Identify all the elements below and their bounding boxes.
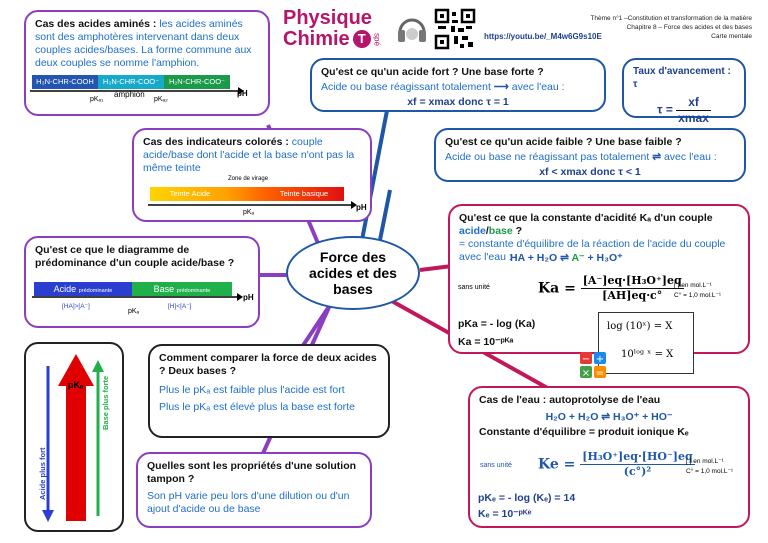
tau-title: Taux d'avancement : τ (633, 66, 731, 90)
tau-fraction (676, 95, 711, 126)
water-reaction-right: H₃O⁺ + HO⁻ (613, 411, 673, 424)
strong-text2: avec l'eau : (511, 81, 565, 94)
ka-c0: C° = 1,0 mol.L⁻¹ (674, 292, 722, 299)
logo (283, 8, 393, 52)
tau-box (622, 58, 746, 125)
amino-seg3: H₂N-CHR-COO⁻ (164, 75, 230, 89)
video-link[interactable]: https://youtu.be/_M4w6G9s10E (484, 32, 602, 41)
ke-formula (538, 450, 695, 479)
buffer-text: Son pH varie peu lors d'une dilution ou d'un ajout d'acide ou de base (147, 490, 350, 516)
strong-formula: xf = xmax donc τ = 1 (407, 96, 509, 109)
buffer-title: Quelles sont les propriétés d'une solution tampon ? (147, 460, 357, 486)
logo-line2: Chimie (283, 28, 350, 50)
theme-text: Thème n°1 –Constitution et transformation de la matière (590, 15, 752, 22)
compare-box (148, 344, 390, 438)
svg-text:−: − (581, 354, 591, 365)
indicators-pka: pKₐ (243, 209, 255, 216)
ka-formula (538, 274, 684, 303)
compare-title: Comment comparer la force de deux acides ? Deux bases ? (159, 352, 377, 378)
headphones-icon (394, 12, 430, 48)
logo-spe: spé (372, 32, 382, 46)
qr-code-icon[interactable] (434, 8, 476, 50)
amino-ph: pH (237, 89, 248, 98)
tau-den: xmax (678, 111, 709, 125)
ka-title2c: base (488, 225, 513, 238)
ke-lhs: Ke = (538, 456, 576, 473)
indicators-zone: Zone de virage (228, 176, 269, 182)
ka-exp: Ka = 10⁻ᵖᴷᵃ (458, 336, 514, 348)
arrows-base-strong: Base plus forte (101, 375, 110, 430)
ka-pka-def: pKa = - log (Ka) (458, 318, 536, 330)
predominance-title: Qu'est ce que le diagramme de prédominance d'un couple acide/base ? (35, 244, 235, 270)
water-eq-arrow-icon: ⇌ (601, 411, 611, 424)
arrows-graphic (30, 346, 120, 528)
strong-title: Qu'est ce qu'un acide fort ? Une base forte ? (321, 66, 544, 78)
weak-text1: Acide ou base ne réagissant pas totalement (445, 151, 650, 164)
strong-acid-box (310, 58, 606, 112)
logo-badge: T (353, 30, 371, 48)
ka-conc-unit: [ ] en mol.L⁻¹ (674, 282, 712, 289)
arrows-acid-strong: Acide plus fort (38, 447, 47, 500)
weak-title: Qu'est ce qu'un acide faible ? Une base faible ? (445, 136, 682, 148)
amino-acids-box (24, 10, 270, 116)
weak-text2: avec l'eau : (663, 151, 717, 164)
amino-pka1: pKₐ₁ (90, 96, 104, 103)
ka-reaction-r2: + H₃O⁺ (584, 252, 623, 264)
ka-title2d: ? (512, 225, 523, 238)
ka-text: = constante d'équilibre de la réaction de l'acide du couple avec l'eau : (459, 238, 726, 264)
amino-seg1: H₃N-CHR-COOH (32, 75, 98, 89)
strong-text1: Acide ou base réagissant totalement (321, 81, 491, 94)
center-title: Force des acides et des bases (309, 249, 397, 297)
logo-line1: Physique (283, 7, 372, 29)
log-box (595, 312, 694, 374)
water-conc-unit: [ ] en mol.L⁻¹ (686, 458, 724, 465)
amino-title: Cas des acides aminés : (35, 18, 157, 30)
ka-lhs: Ka = (538, 280, 576, 297)
weak-formula: xf < xmax donc τ < 1 (539, 166, 641, 179)
tau-num: xf (676, 95, 711, 111)
water-title: Cas de l'eau : autoprotolyse de l'eau (479, 394, 661, 406)
predominance-ph: pH (243, 293, 254, 302)
predominance-acid-sub: prédominante (78, 288, 113, 294)
tau-lhs: τ = (657, 102, 673, 117)
predominance-cond-base: [H]<[A⁻] (168, 303, 192, 310)
svg-text:+: + (595, 354, 605, 365)
water-pke: pKₑ = - log (Kₑ) = 14 (478, 492, 576, 504)
predominance-axis-arrow (32, 292, 244, 302)
compare-line2: Plus le pKₐ est élevé plus la base est forte (159, 401, 355, 414)
ka-reaction-r1: A⁻ (571, 252, 585, 264)
weak-acid-box (434, 128, 746, 182)
indicators-ph: pH (356, 203, 367, 212)
predominance-base-sub: prédominante (176, 288, 211, 294)
indicators-title: Cas des indicateurs colorés : (143, 136, 289, 148)
ka-title1: Qu'est ce que la constante d'acidité Kₐ d'un couple (459, 212, 713, 224)
predominance-pka: pKₐ (128, 308, 140, 315)
water-sans-unite: sans unité (480, 462, 512, 469)
ka-title2b: / (485, 225, 489, 238)
predominance-cond-acid: [HA]>[A⁻] (62, 303, 90, 310)
weak-arrow-icon: ⇌ (652, 151, 662, 164)
water-ke-exp: Kₑ = 10⁻ᵖᴷᵉ (478, 508, 532, 520)
header-info (590, 14, 752, 41)
amino-pka2: pKₐ₂ (154, 96, 168, 103)
amino-seg2: H₃N-CHR-COO⁻ (98, 75, 164, 89)
ka-sans-unite: sans unité (458, 284, 490, 291)
ka-num: [A⁻]eq·[H₃O⁺]eq (582, 274, 682, 287)
strong-arrow-icon: ⟶ (493, 81, 509, 94)
ke-den: (c°)² (623, 464, 652, 478)
ka-reaction-left: HA + H₂O (510, 252, 558, 264)
map-type-text: Carte mentale (711, 33, 752, 40)
ka-eq-arrow-icon: ⇌ (560, 252, 569, 264)
indicators-base-tint: Teinte basique (279, 189, 329, 198)
compare-line1: Plus le pKₐ est faible plus l'acide est fort (159, 384, 345, 397)
water-constant: Constante d'équilibre = produit ionique Kₑ (479, 426, 689, 439)
amino-text: les acides aminés sont des amphotères intervenant dans deux couples acides/bases. La forme commune aux deux couples se nomme l'amphion. (35, 18, 252, 70)
predominance-base: Base (153, 284, 175, 294)
buffer-box (136, 452, 372, 528)
log-eq2: 10ˡᵒᵍ ˣ = X (621, 349, 674, 360)
amino-amphion: amphion (114, 90, 145, 99)
calculator-icon (580, 352, 606, 378)
ke-num: [H₃O⁺]eq·[HO⁻]eq (582, 450, 693, 463)
water-reaction-left: H₂O + H₂O (545, 411, 599, 424)
ka-title2a: acide (459, 225, 486, 238)
arrows-pka: pKₐ (68, 380, 84, 390)
svg-text:=: = (595, 368, 605, 378)
indicators-text: couple acide/base dont l'acide et la base n'ont pas la même teinte (143, 136, 355, 175)
water-box (468, 386, 750, 528)
svg-text:×: × (581, 368, 591, 378)
ka-den: [AH]eq·c° (602, 288, 663, 302)
chapter-text: Chapitre 8 – Force des acides et des bases (626, 24, 752, 31)
center-ellipse (286, 236, 420, 310)
predominance-acid: Acide (53, 284, 77, 294)
log-eq1: log (10ˣ) = X (607, 321, 673, 332)
water-c0: C° = 1,0 mol.L⁻¹ (686, 468, 734, 475)
indicators-acid-tint: Teinte Acide (169, 189, 211, 198)
